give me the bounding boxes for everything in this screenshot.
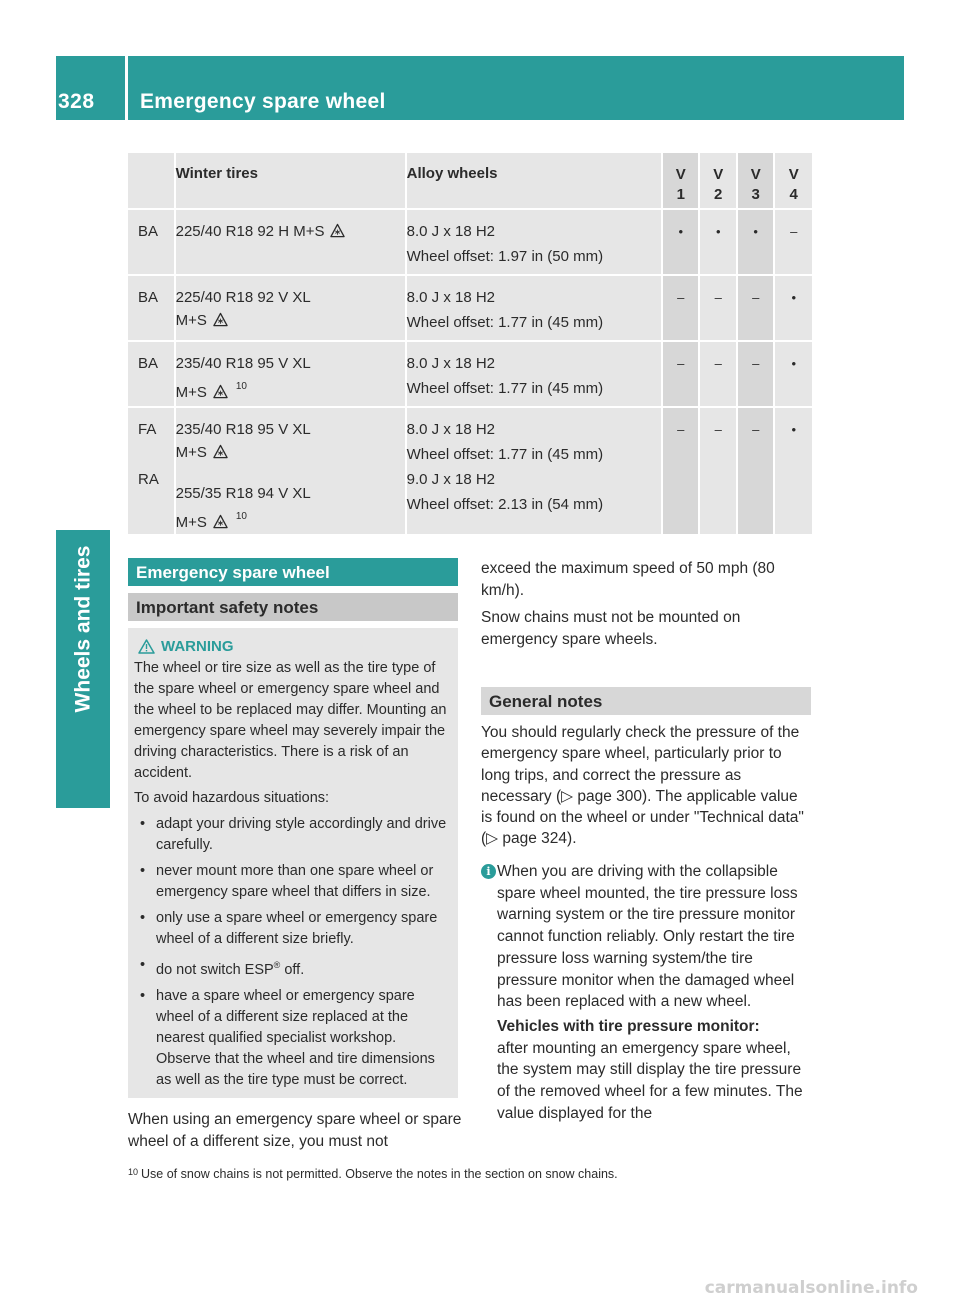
body-paragraph: When using an emergency spare wheel or spare wheel of a different size, you must not [128, 1111, 462, 1150]
tire-cell [175, 341, 406, 407]
axle-label: BA [138, 223, 159, 240]
tire-size: M+S $^{10}$ [175, 381, 247, 401]
header-alloy-wheels: Alloy wheels [406, 153, 662, 209]
list-item: • only use a spare wheel or emergency spare wheel of a different size briefly. [134, 908, 452, 950]
variant-mark-v2: – [699, 407, 736, 534]
snowflake-mountain-icon [213, 384, 228, 399]
list-item: • adapt your driving style accordingly and drive carefully. [134, 814, 452, 856]
warning-paragraph: The wheel or tire size as well as the tire type of the spare wheel or emergency spare wheel and the wheel to be replaced may differ. Mounting an emergency spare wheel may severely impair the driving characteristics. There is a risk of an accident. [134, 660, 447, 781]
wheel-spec: Wheel offset: 1.77 in (45 mm) [406, 380, 604, 397]
header-v1: V 1 [662, 153, 699, 209]
tire-size: M+S $^{10}$ [175, 511, 247, 531]
info-paragraph: Vehicles with tire pressure monitor: after mounting an emergency spare wheel, the system may still display the tire pressure of the removed wheel for a few minutes. The value displayed for the [497, 1017, 803, 1122]
snowflake-mountain-icon [213, 514, 228, 529]
variant-mark-v4: – [774, 209, 812, 275]
snowflake-mountain-icon [213, 312, 228, 327]
footnote-ref: 10 [235, 381, 247, 392]
variant-mark-v2: • [699, 209, 736, 275]
tire-size: 255/35 R18 94 V XL [175, 485, 311, 502]
footnote: $^{10}$ Use of snow chains is not permitted. Observe the notes in the section on snow chains. [128, 1167, 618, 1181]
table-row [128, 407, 812, 534]
wheel-spec: 8.0 J x 18 H2 [406, 289, 496, 306]
side-tab-label: Wheels and tires [71, 545, 95, 713]
info-bold-lead: Vehicles with tire pressure monitor: [497, 1017, 760, 1035]
tire-cell [175, 275, 406, 341]
variant-mark-v2: – [699, 275, 736, 341]
warning-title: WARNING [138, 634, 452, 658]
table-header-row [128, 153, 812, 209]
header-winter-tires: Winter tires [175, 153, 406, 209]
section-heading: Emergency spare wheel [128, 558, 458, 586]
warning-box [128, 628, 458, 1098]
header-v4: V 4 [774, 153, 812, 209]
axle-label: BA [138, 355, 159, 372]
tire-size: 225/40 R18 92 V XL [175, 289, 311, 306]
tire-size: M+S [176, 441, 405, 464]
axle-label: FA [138, 421, 157, 438]
general-notes-heading: General notes [481, 687, 811, 715]
list-item: • do not switch ESP® off. [134, 955, 452, 981]
wheel-spec: Wheel offset: 1.77 in (45 mm) [406, 314, 604, 331]
variant-mark-v4: • [774, 407, 812, 534]
body-paragraph: exceed the maximum speed of 50 mph (80 km/h). [481, 560, 775, 599]
wheel-spec: 8.0 J x 18 H2 [406, 355, 496, 372]
header-axle [128, 153, 175, 209]
variant-mark-v3: – [737, 275, 774, 341]
wheel-spec: 9.0 J x 18 H2 [406, 471, 496, 488]
wheel-spec: Wheel offset: 1.77 in (45 mm) [406, 446, 604, 463]
page-number: 328 [58, 90, 95, 113]
table-row [128, 341, 812, 407]
tire-size: 235/40 R18 95 V XL [175, 355, 311, 372]
list-item: • have a spare wheel or emergency spare wheel of a different size replaced at the nearest qualified specialist workshop. Observe that the wheel and tire dimensions as well as the tire type must be correct. [134, 986, 452, 1091]
info-note [481, 861, 813, 1124]
general-notes-paragraph: You should regularly check the pressure of the emergency spare wheel, particularly prior to long trips, and correct the pressure as necessary (▷ page 300). The applicable value is found on the wheel or under "Technical data" (▷ page 324). [481, 724, 804, 848]
axle-label: RA [138, 471, 159, 488]
wheel-spec: 8.0 J x 18 H2 [406, 421, 496, 438]
tire-cell [175, 407, 406, 534]
wheel-spec: Wheel offset: 1.97 in (50 mm) [406, 248, 604, 265]
axle-label: BA [138, 289, 159, 306]
variant-mark-v1: – [662, 341, 699, 407]
right-column [481, 558, 813, 651]
tire-size: 225/40 R18 92 H M+S [176, 220, 405, 243]
tire-size: M+S [176, 309, 405, 332]
body-paragraph: Snow chains must not be mounted on emergency spare wheels. [481, 609, 741, 648]
header-v2: V 2 [699, 153, 736, 209]
variant-mark-v3: – [737, 341, 774, 407]
variant-mark-v1: • [662, 209, 699, 275]
table-row [128, 209, 812, 275]
axle-cell [128, 275, 175, 341]
snowflake-mountain-icon [330, 223, 345, 238]
wheel-spec: Wheel offset: 2.13 in (54 mm) [406, 496, 604, 513]
wheel-spec: 8.0 J x 18 H2 [406, 223, 496, 240]
table-row [128, 275, 812, 341]
info-paragraph: When you are driving with the collapsible spare wheel mounted, the tire pressure loss warning system or the tire pressure monitor cannot function reliably. Only restart the tire pressure loss warning system/the tire pressure monitor when the damaged wheel has been replaced with a new wheel. [497, 863, 798, 1011]
warning-triangle-icon [138, 639, 155, 654]
variant-mark-v1: – [662, 275, 699, 341]
watermark: carmanualsonline.info [704, 1278, 918, 1298]
wheel-cell [406, 275, 662, 341]
tire-table [128, 153, 812, 534]
warning-paragraph: To avoid hazardous situations: [134, 790, 330, 806]
axle-cell [128, 209, 175, 275]
wheel-cell [406, 209, 662, 275]
variant-mark-v4: • [774, 341, 812, 407]
info-icon: i [481, 864, 496, 879]
variant-mark-v4: • [774, 275, 812, 341]
variant-mark-v1: – [662, 407, 699, 534]
list-item: • never mount more than one spare wheel or emergency spare wheel that differs in size. [134, 861, 452, 903]
tire-cell [175, 209, 406, 275]
snowflake-mountain-icon [213, 444, 228, 459]
footnote-ref: 10 [235, 511, 247, 522]
page-title: Emergency spare wheel [140, 90, 386, 113]
warning-bullet-list [134, 814, 452, 1091]
wheel-cell [406, 407, 662, 534]
header-divider [125, 56, 128, 120]
subsection-heading: Important safety notes [128, 593, 458, 621]
axle-cell [128, 407, 175, 534]
variant-mark-v3: – [737, 407, 774, 534]
variant-mark-v2: – [699, 341, 736, 407]
header-v3: V 3 [737, 153, 774, 209]
variant-mark-v3: • [737, 209, 774, 275]
axle-cell [128, 341, 175, 407]
tire-size: 235/40 R18 95 V XL [175, 421, 311, 438]
wheel-cell [406, 341, 662, 407]
